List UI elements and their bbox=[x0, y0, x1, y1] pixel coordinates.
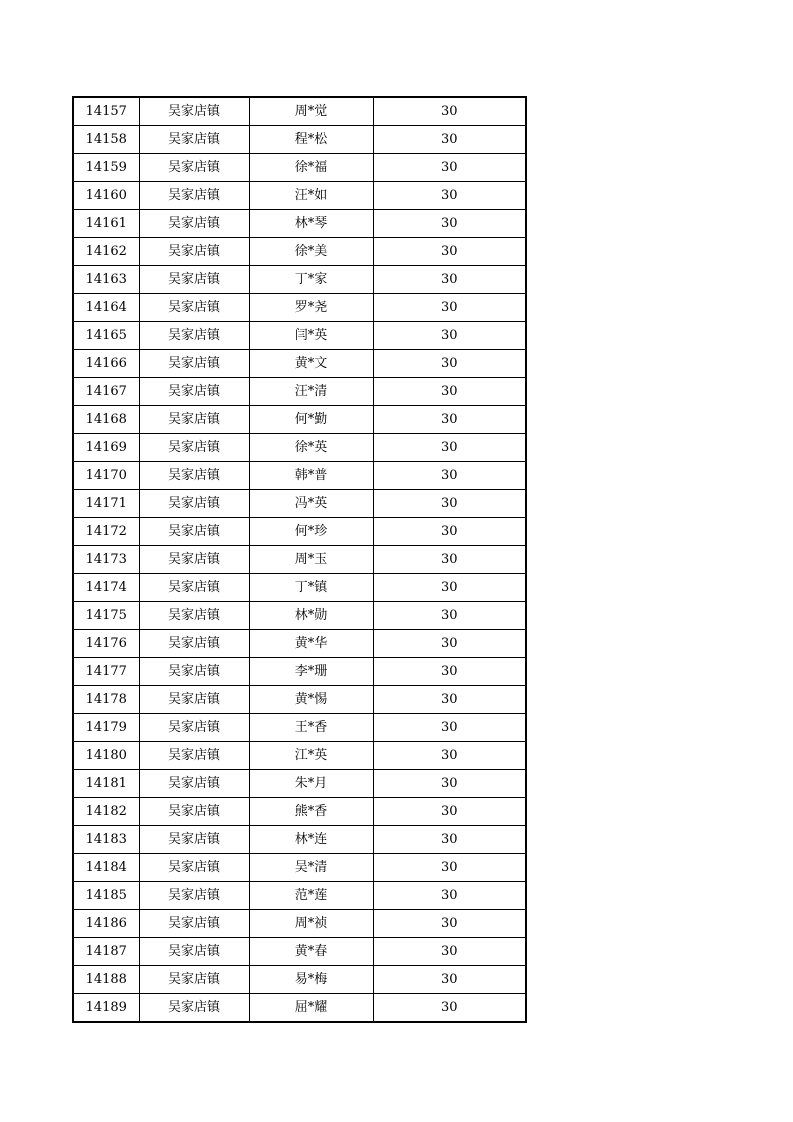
name-cell: 黄*华 bbox=[249, 630, 373, 658]
amount-cell: 30 bbox=[373, 630, 526, 658]
row-id-cell: 14164 bbox=[73, 294, 139, 322]
town-cell: 吴家店镇 bbox=[139, 938, 249, 966]
table-row bbox=[73, 686, 526, 714]
town-cell: 吴家店镇 bbox=[139, 378, 249, 406]
name-cell: 黄*文 bbox=[249, 350, 373, 378]
name-cell: 冯*英 bbox=[249, 490, 373, 518]
town-cell: 吴家店镇 bbox=[139, 966, 249, 994]
name-cell: 何*勤 bbox=[249, 406, 373, 434]
amount-cell: 30 bbox=[373, 322, 526, 350]
name-cell: 王*香 bbox=[249, 714, 373, 742]
row-id-cell: 14188 bbox=[73, 966, 139, 994]
amount-cell: 30 bbox=[373, 966, 526, 994]
amount-cell: 30 bbox=[373, 97, 526, 126]
amount-cell: 30 bbox=[373, 154, 526, 182]
row-id-cell: 14180 bbox=[73, 742, 139, 770]
town-cell: 吴家店镇 bbox=[139, 742, 249, 770]
row-id-cell: 14163 bbox=[73, 266, 139, 294]
row-id-cell: 14181 bbox=[73, 770, 139, 798]
table-row bbox=[73, 826, 526, 854]
row-id-cell: 14159 bbox=[73, 154, 139, 182]
row-id-cell: 14170 bbox=[73, 462, 139, 490]
table-row bbox=[73, 910, 526, 938]
data-table bbox=[72, 96, 527, 1023]
table-row bbox=[73, 574, 526, 602]
table-row bbox=[73, 966, 526, 994]
town-cell: 吴家店镇 bbox=[139, 350, 249, 378]
table-row bbox=[73, 630, 526, 658]
name-cell: 韩*普 bbox=[249, 462, 373, 490]
name-cell: 林*连 bbox=[249, 826, 373, 854]
amount-cell: 30 bbox=[373, 854, 526, 882]
table-row bbox=[73, 994, 526, 1023]
name-cell: 熊*香 bbox=[249, 798, 373, 826]
town-cell: 吴家店镇 bbox=[139, 182, 249, 210]
table-row bbox=[73, 406, 526, 434]
amount-cell: 30 bbox=[373, 210, 526, 238]
town-cell: 吴家店镇 bbox=[139, 854, 249, 882]
row-id-cell: 14183 bbox=[73, 826, 139, 854]
table-row bbox=[73, 294, 526, 322]
amount-cell: 30 bbox=[373, 770, 526, 798]
name-cell: 何*珍 bbox=[249, 518, 373, 546]
town-cell: 吴家店镇 bbox=[139, 658, 249, 686]
table-row bbox=[73, 714, 526, 742]
town-cell: 吴家店镇 bbox=[139, 126, 249, 154]
name-cell: 徐*英 bbox=[249, 434, 373, 462]
table-row bbox=[73, 546, 526, 574]
table-row bbox=[73, 490, 526, 518]
amount-cell: 30 bbox=[373, 238, 526, 266]
town-cell: 吴家店镇 bbox=[139, 546, 249, 574]
town-cell: 吴家店镇 bbox=[139, 574, 249, 602]
town-cell: 吴家店镇 bbox=[139, 686, 249, 714]
amount-cell: 30 bbox=[373, 686, 526, 714]
table-row bbox=[73, 462, 526, 490]
table-body bbox=[73, 97, 526, 1022]
amount-cell: 30 bbox=[373, 406, 526, 434]
amount-cell: 30 bbox=[373, 658, 526, 686]
table-row bbox=[73, 798, 526, 826]
town-cell: 吴家店镇 bbox=[139, 910, 249, 938]
town-cell: 吴家店镇 bbox=[139, 266, 249, 294]
table-row bbox=[73, 97, 526, 126]
row-id-cell: 14167 bbox=[73, 378, 139, 406]
table-row bbox=[73, 742, 526, 770]
row-id-cell: 14176 bbox=[73, 630, 139, 658]
name-cell: 闫*英 bbox=[249, 322, 373, 350]
row-id-cell: 14189 bbox=[73, 994, 139, 1023]
table-row bbox=[73, 182, 526, 210]
name-cell: 周*祯 bbox=[249, 910, 373, 938]
name-cell: 屈*耀 bbox=[249, 994, 373, 1023]
name-cell: 丁*镇 bbox=[249, 574, 373, 602]
table-row bbox=[73, 938, 526, 966]
town-cell: 吴家店镇 bbox=[139, 406, 249, 434]
row-id-cell: 14172 bbox=[73, 518, 139, 546]
amount-cell: 30 bbox=[373, 462, 526, 490]
amount-cell: 30 bbox=[373, 994, 526, 1023]
name-cell: 徐*福 bbox=[249, 154, 373, 182]
town-cell: 吴家店镇 bbox=[139, 770, 249, 798]
table-row bbox=[73, 126, 526, 154]
amount-cell: 30 bbox=[373, 798, 526, 826]
town-cell: 吴家店镇 bbox=[139, 994, 249, 1023]
table-row bbox=[73, 882, 526, 910]
row-id-cell: 14160 bbox=[73, 182, 139, 210]
name-cell: 罗*尧 bbox=[249, 294, 373, 322]
name-cell: 吴*清 bbox=[249, 854, 373, 882]
amount-cell: 30 bbox=[373, 350, 526, 378]
amount-cell: 30 bbox=[373, 378, 526, 406]
amount-cell: 30 bbox=[373, 266, 526, 294]
table-row bbox=[73, 770, 526, 798]
row-id-cell: 14158 bbox=[73, 126, 139, 154]
table-row bbox=[73, 154, 526, 182]
town-cell: 吴家店镇 bbox=[139, 462, 249, 490]
town-cell: 吴家店镇 bbox=[139, 630, 249, 658]
amount-cell: 30 bbox=[373, 490, 526, 518]
table-row bbox=[73, 854, 526, 882]
amount-cell: 30 bbox=[373, 938, 526, 966]
row-id-cell: 14168 bbox=[73, 406, 139, 434]
table-row bbox=[73, 266, 526, 294]
row-id-cell: 14184 bbox=[73, 854, 139, 882]
name-cell: 汪*如 bbox=[249, 182, 373, 210]
row-id-cell: 14175 bbox=[73, 602, 139, 630]
name-cell: 丁*家 bbox=[249, 266, 373, 294]
row-id-cell: 14166 bbox=[73, 350, 139, 378]
name-cell: 易*梅 bbox=[249, 966, 373, 994]
amount-cell: 30 bbox=[373, 294, 526, 322]
town-cell: 吴家店镇 bbox=[139, 294, 249, 322]
row-id-cell: 14177 bbox=[73, 658, 139, 686]
row-id-cell: 14174 bbox=[73, 574, 139, 602]
town-cell: 吴家店镇 bbox=[139, 322, 249, 350]
name-cell: 范*莲 bbox=[249, 882, 373, 910]
row-id-cell: 14171 bbox=[73, 490, 139, 518]
row-id-cell: 14186 bbox=[73, 910, 139, 938]
row-id-cell: 14169 bbox=[73, 434, 139, 462]
table-row bbox=[73, 378, 526, 406]
name-cell: 汪*清 bbox=[249, 378, 373, 406]
row-id-cell: 14157 bbox=[73, 97, 139, 126]
amount-cell: 30 bbox=[373, 602, 526, 630]
row-id-cell: 14178 bbox=[73, 686, 139, 714]
name-cell: 黄*惕 bbox=[249, 686, 373, 714]
amount-cell: 30 bbox=[373, 126, 526, 154]
town-cell: 吴家店镇 bbox=[139, 826, 249, 854]
town-cell: 吴家店镇 bbox=[139, 490, 249, 518]
name-cell: 江*英 bbox=[249, 742, 373, 770]
town-cell: 吴家店镇 bbox=[139, 602, 249, 630]
row-id-cell: 14161 bbox=[73, 210, 139, 238]
town-cell: 吴家店镇 bbox=[139, 882, 249, 910]
amount-cell: 30 bbox=[373, 182, 526, 210]
row-id-cell: 14187 bbox=[73, 938, 139, 966]
table-row bbox=[73, 602, 526, 630]
name-cell: 林*琴 bbox=[249, 210, 373, 238]
table-row bbox=[73, 238, 526, 266]
town-cell: 吴家店镇 bbox=[139, 238, 249, 266]
amount-cell: 30 bbox=[373, 826, 526, 854]
amount-cell: 30 bbox=[373, 546, 526, 574]
table-row bbox=[73, 210, 526, 238]
name-cell: 程*松 bbox=[249, 126, 373, 154]
name-cell: 林*勋 bbox=[249, 602, 373, 630]
table-row bbox=[73, 350, 526, 378]
row-id-cell: 14162 bbox=[73, 238, 139, 266]
town-cell: 吴家店镇 bbox=[139, 714, 249, 742]
row-id-cell: 14185 bbox=[73, 882, 139, 910]
name-cell: 徐*美 bbox=[249, 238, 373, 266]
name-cell: 周*觉 bbox=[249, 97, 373, 126]
amount-cell: 30 bbox=[373, 910, 526, 938]
table-row bbox=[73, 658, 526, 686]
amount-cell: 30 bbox=[373, 434, 526, 462]
town-cell: 吴家店镇 bbox=[139, 798, 249, 826]
amount-cell: 30 bbox=[373, 518, 526, 546]
row-id-cell: 14173 bbox=[73, 546, 139, 574]
name-cell: 黄*春 bbox=[249, 938, 373, 966]
name-cell: 李*珊 bbox=[249, 658, 373, 686]
name-cell: 周*玉 bbox=[249, 546, 373, 574]
town-cell: 吴家店镇 bbox=[139, 210, 249, 238]
row-id-cell: 14165 bbox=[73, 322, 139, 350]
amount-cell: 30 bbox=[373, 714, 526, 742]
town-cell: 吴家店镇 bbox=[139, 434, 249, 462]
table-row bbox=[73, 322, 526, 350]
row-id-cell: 14182 bbox=[73, 798, 139, 826]
row-id-cell: 14179 bbox=[73, 714, 139, 742]
town-cell: 吴家店镇 bbox=[139, 154, 249, 182]
amount-cell: 30 bbox=[373, 574, 526, 602]
table-row bbox=[73, 518, 526, 546]
town-cell: 吴家店镇 bbox=[139, 518, 249, 546]
amount-cell: 30 bbox=[373, 882, 526, 910]
table-row bbox=[73, 434, 526, 462]
amount-cell: 30 bbox=[373, 742, 526, 770]
town-cell: 吴家店镇 bbox=[139, 97, 249, 126]
name-cell: 朱*月 bbox=[249, 770, 373, 798]
